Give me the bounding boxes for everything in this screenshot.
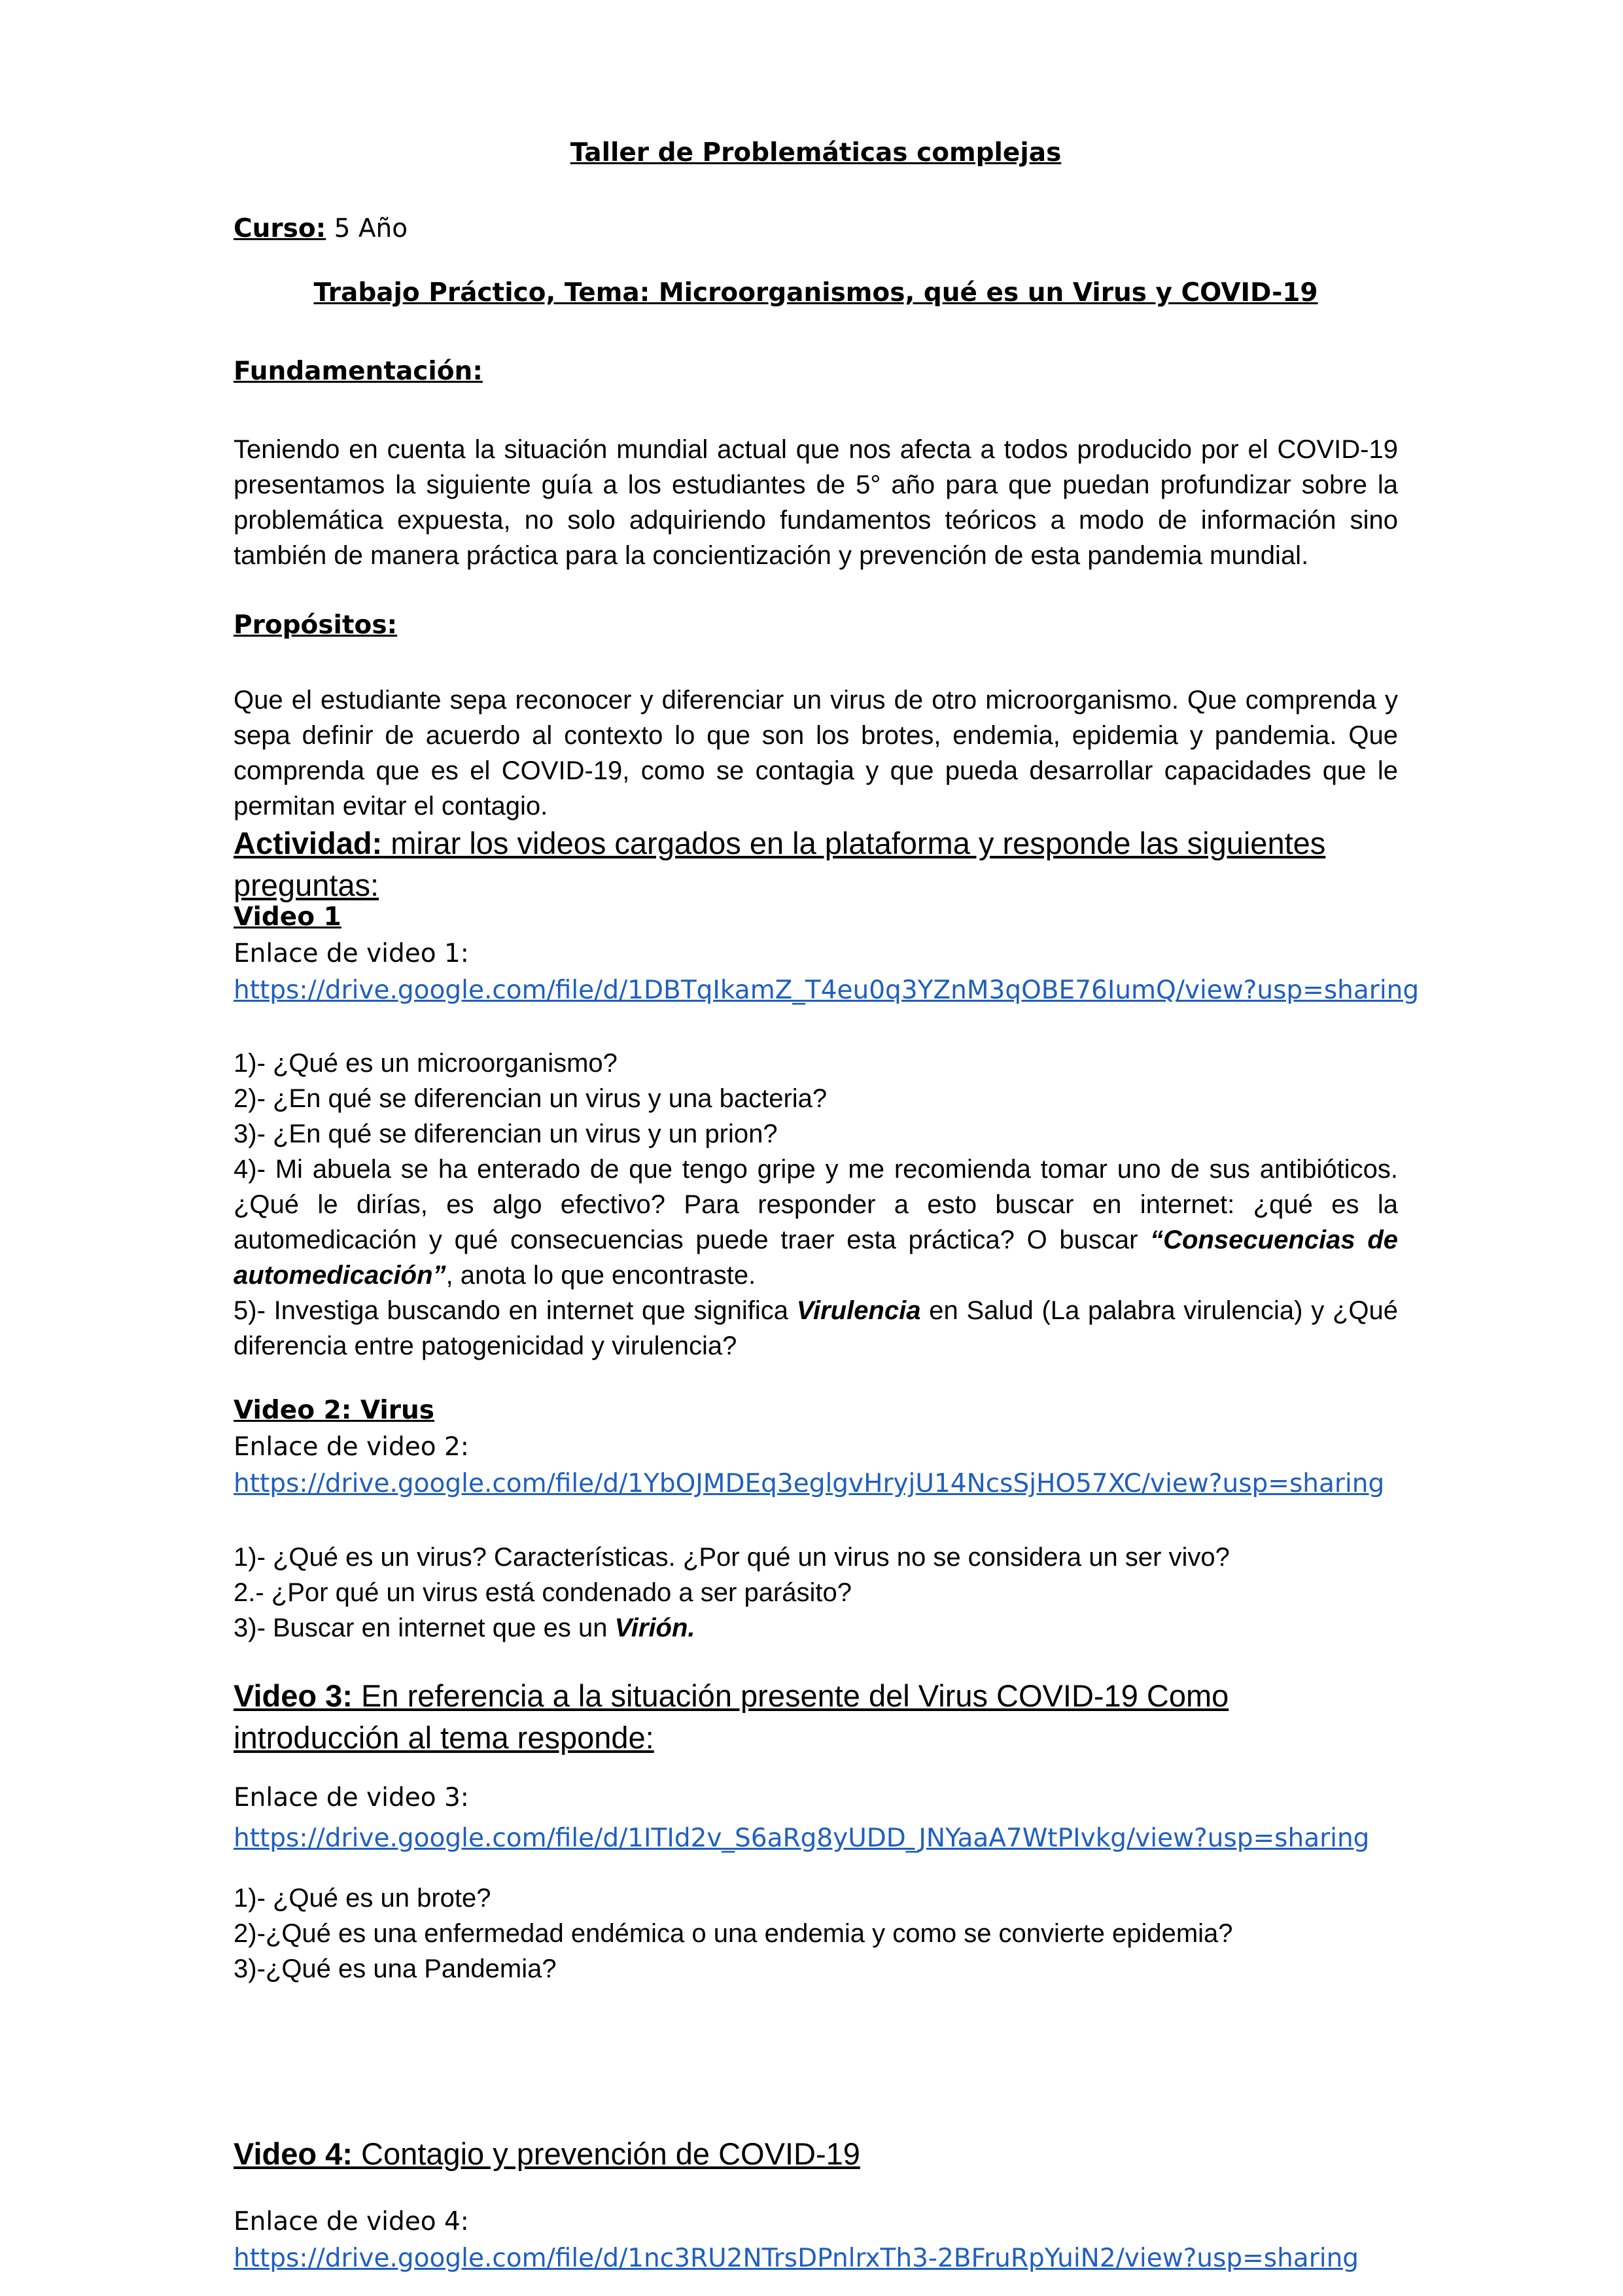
curso-value: 5 Año	[334, 214, 408, 243]
video1-q5-emphasis: Virulencia	[796, 1296, 921, 1325]
curso-line	[234, 211, 1398, 247]
video3-q3: 3)-¿Qué es una Pandemia?	[234, 1954, 557, 1983]
propositos-text: Que el estudiante sepa reconocer y diferenciar un virus de otro microorganismo. Que comprenda y sepa definir de acuerdo al contexto lo que son los brotes, endemia, epidemia y pandemia. Que comprenda que es el COVID-19, como se contagia y que pueda desarrollar capacidades que le permitan evitar el contagio.	[234, 686, 1398, 821]
video2-q3-text: 3)- Buscar en internet que es un	[234, 1614, 615, 1642]
video1-q2: 2)- ¿En qué se diferencian un virus y una bacteria?	[234, 1084, 828, 1113]
video1-questions	[234, 1046, 1398, 1364]
video2-q3	[234, 1610, 1398, 1646]
video2-link-label: Enlace de video 2:	[234, 1432, 469, 1462]
video3-link[interactable]: https://drive.google.com/file/d/1ITId2v_S6aRg8yUDD_JNYaaA7WtPIvkg/view?usp=sharing	[234, 1824, 1370, 1853]
video1-q3: 3)- ¿En qué se diferencian un virus y un prion?	[234, 1120, 778, 1148]
video3-label: Video 3:	[234, 1678, 353, 1713]
video1-q4-emphasis: “Consecuencias de automedicación”	[234, 1226, 1398, 1290]
video1-heading: Video 1	[234, 902, 341, 932]
video3-q2: 2)-¿Qué es una enfermedad endémica o una endemia y como se convierte epidemia?	[234, 1919, 1233, 1948]
video3-link-label: Enlace de video 3:	[234, 1783, 469, 1812]
actividad-line	[234, 822, 1398, 906]
video3-section	[234, 1780, 1398, 1857]
tp-title: Trabajo Práctico, Tema: Microorganismos, qué es un Virus y COVID-19	[313, 278, 1318, 308]
actividad-text: mirar los videos cargados en la plataforma y responde las siguientes preguntas:	[234, 826, 1326, 902]
actividad-label: Actividad:	[234, 826, 383, 860]
video3-heading	[234, 1675, 1398, 1759]
video4-link-label: Enlace de video 4:	[234, 2207, 469, 2236]
video1-q5-text: 5)- Investiga buscando en internet que significa	[234, 1296, 797, 1325]
document-title: Taller de Problemáticas complejas	[570, 138, 1062, 168]
video3-q1: 1)- ¿Qué es un brote?	[234, 1884, 491, 1913]
video4-label: Video 4:	[234, 2136, 353, 2171]
video4-text: Contagio y prevención de COVID-19	[352, 2136, 860, 2171]
video2-q1: 1)- ¿Qué es un virus? Características. ¿Por qué un virus no se considera un ser vivo?	[234, 1543, 1230, 1572]
curso-label: Curso:	[234, 214, 326, 243]
video1-q5-end: en Salud (La palabra virulencia) y ¿Qué diferencia entre patogenicidad y virulencia?	[234, 1296, 1398, 1360]
video4-link[interactable]: https://drive.google.com/file/d/1nc3RU2NTrsDPnlrxTh3-2BFruRpYuiN2/view?usp=sharing	[234, 2244, 1359, 2273]
video2-section	[234, 1392, 1398, 1502]
video3-text: En referencia a la situación presente del Virus COVID-19 Como introducción al tema responde:	[234, 1678, 1229, 1755]
video2-questions	[234, 1540, 1398, 1646]
video2-heading: Video 2: Virus	[234, 1396, 434, 1425]
video4-section	[234, 2204, 1398, 2277]
video1-q4	[234, 1152, 1398, 1293]
video1-q4-end: , anota lo que encontraste.	[445, 1261, 756, 1290]
video1-q1: 1)- ¿Qué es un microorganismo?	[234, 1049, 618, 1078]
video2-q2: 2.- ¿Por qué un virus está condenado a ser parásito?	[234, 1578, 852, 1607]
video1-q4-text: 4)- Mi abuela se ha enterado de que tengo gripe y me recomienda tomar uno de sus antibióticos. ¿Qué le dirías, es algo efectivo? Para responder a esto buscar en internet: ¿qué es la automedicación y qué consecuencias puede traer esta práctica? O buscar	[234, 1155, 1398, 1254]
fundamentacion-text: Teniendo en cuenta la situación mundial actual que nos afecta a todos producido por el COVID-19 presentamos la siguiente guía a los estudiantes de 5° año para que puedan profundizar sobre la problemática expuesta, no solo adquiriendo fundamentos teóricos a modo de información sino también de manera práctica para la concientización y prevención de esta pandemia mundial.	[234, 435, 1398, 570]
video3-questions	[234, 1881, 1398, 1987]
video1-q5	[234, 1293, 1398, 1364]
video1-section	[234, 899, 1420, 1009]
video4-heading	[234, 2133, 1398, 2175]
video2-q3-emphasis: Virión.	[614, 1614, 695, 1642]
video1-link-label: Enlace de video 1:	[234, 939, 469, 968]
fundamentacion-heading: Fundamentación:	[234, 357, 483, 386]
video2-link[interactable]: https://drive.google.com/file/d/1YbOJMDEq3eglgvHryjU14NcsSjHO57XC/view?usp=sharing	[234, 1469, 1385, 1498]
video1-link[interactable]: https://drive.google.com/file/d/1DBTqIkamZ_T4eu0q3YZnM3qOBE76IumQ/view?usp=sharing	[234, 976, 1420, 1005]
propositos-heading: Propósitos:	[234, 610, 398, 640]
